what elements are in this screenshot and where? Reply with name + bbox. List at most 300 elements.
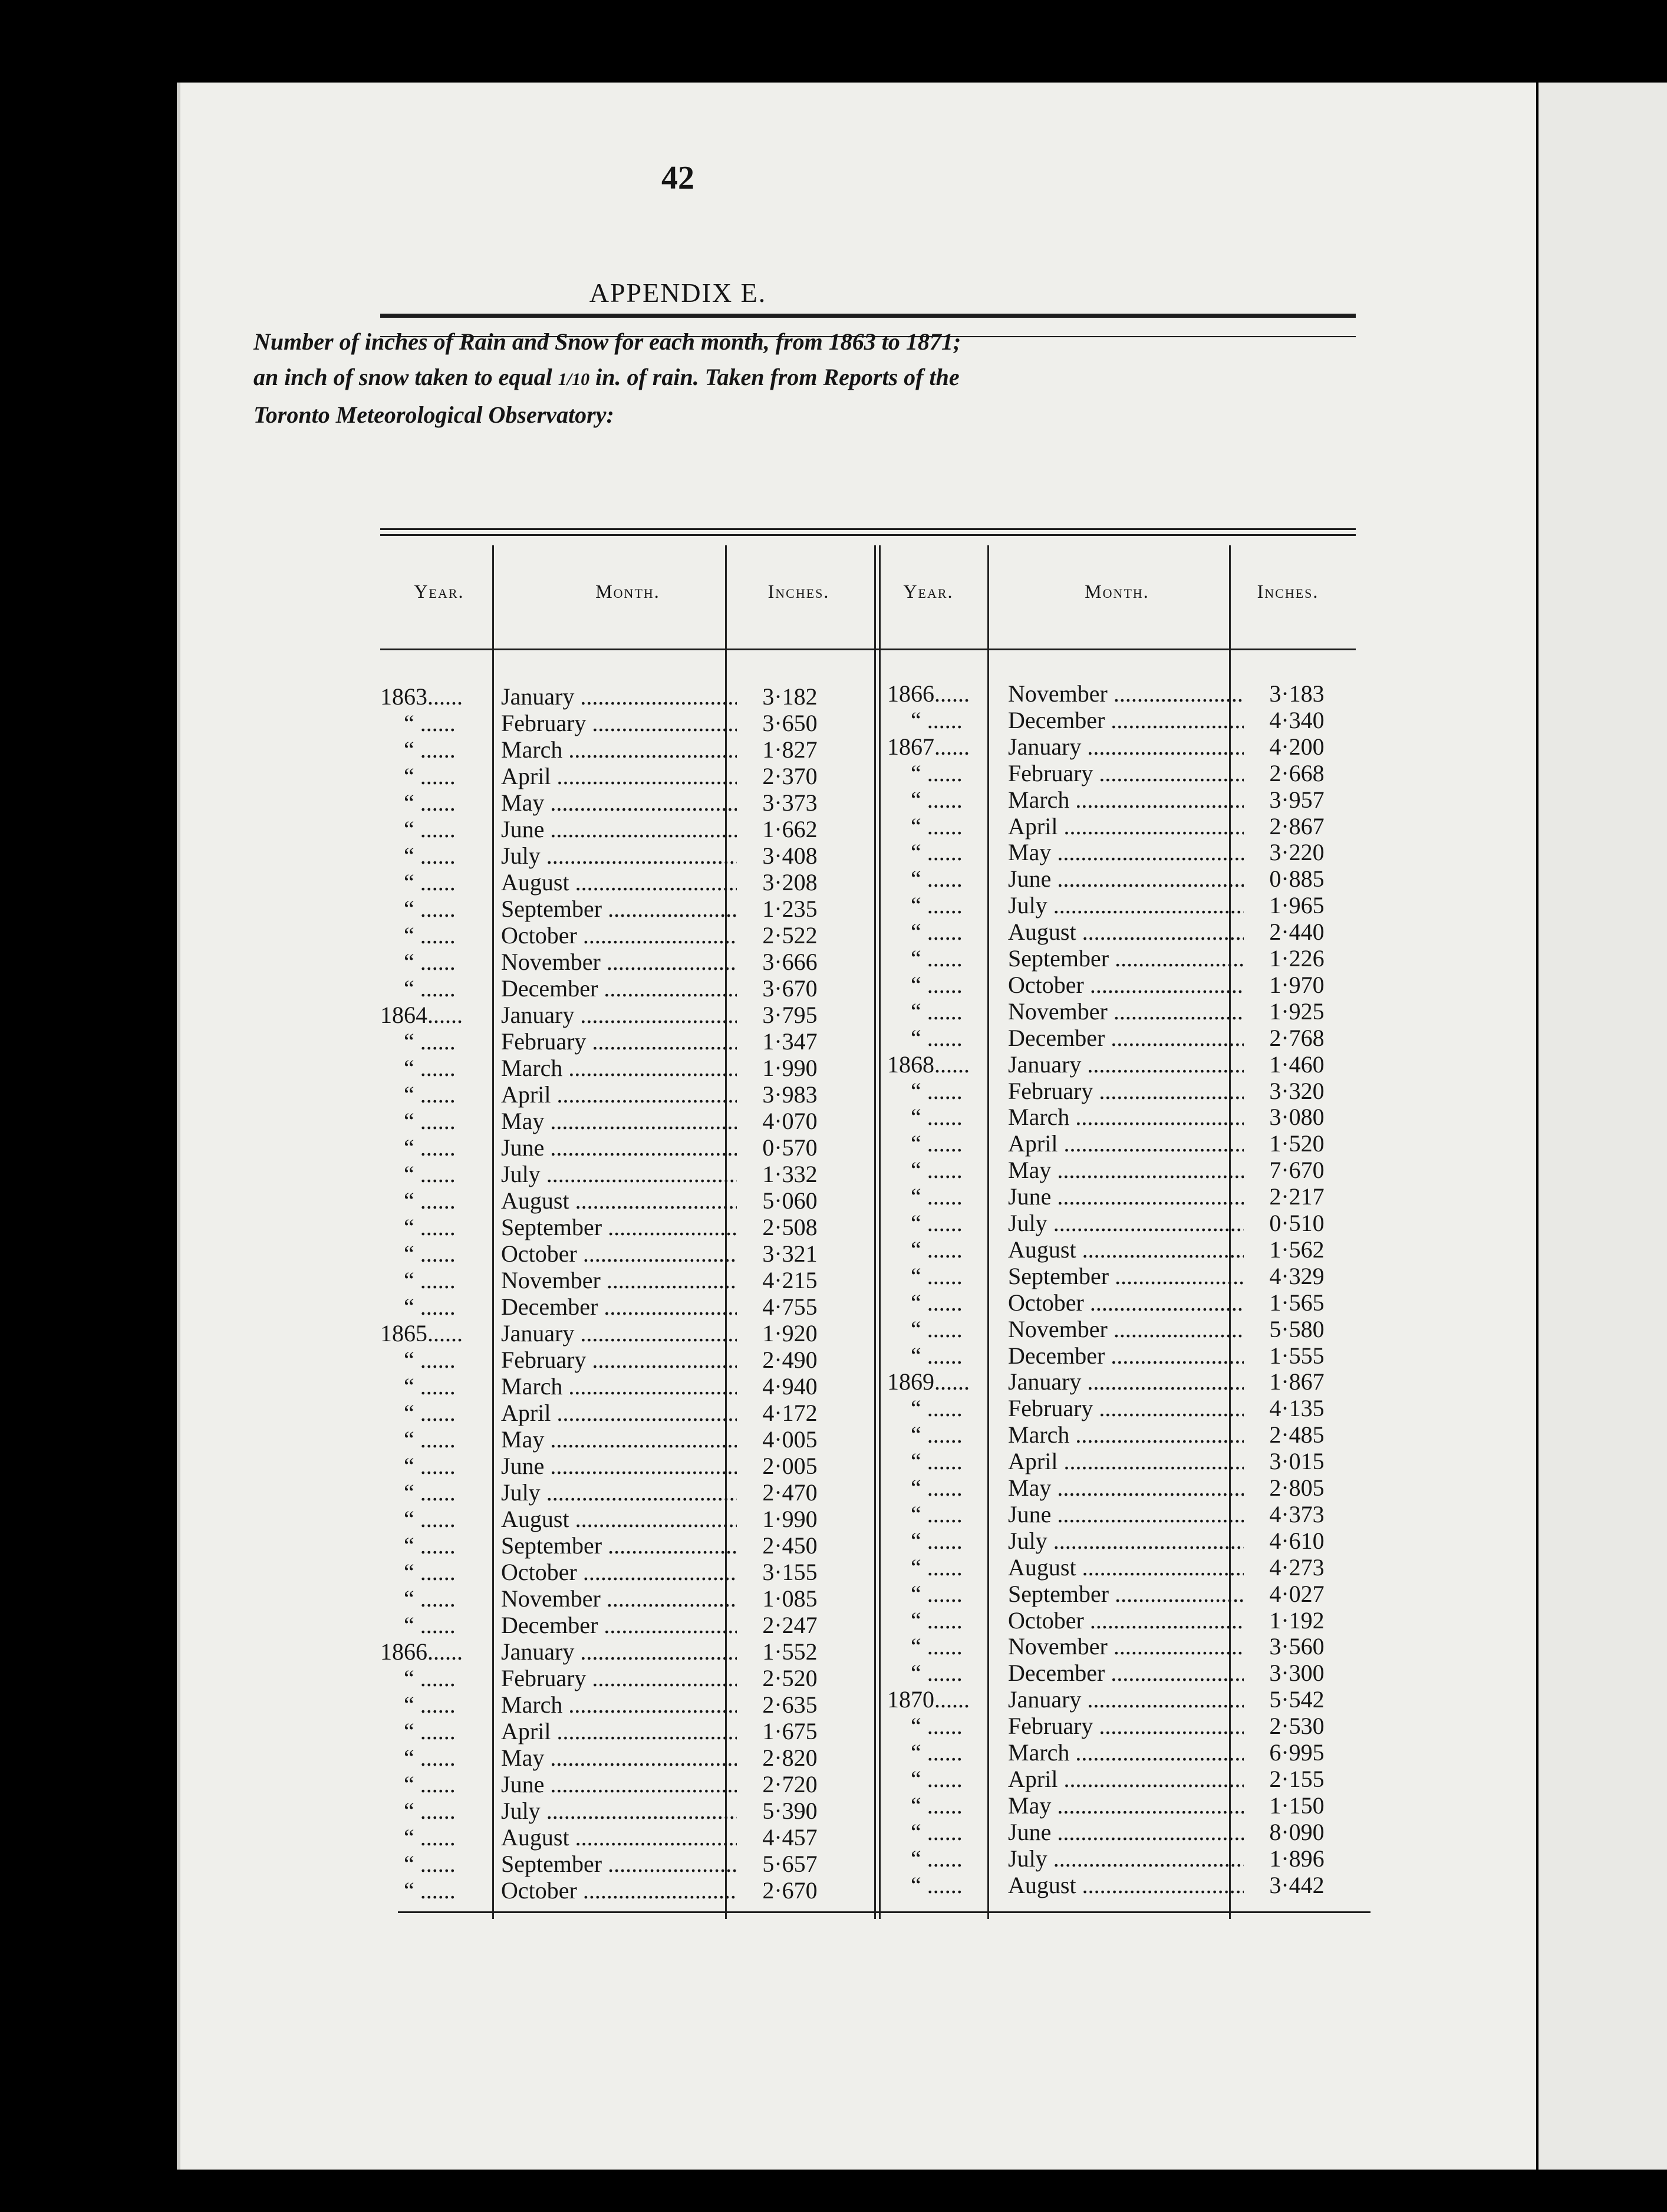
month-cell: May ..... xyxy=(1008,1793,1244,1819)
table-row xyxy=(887,1422,1359,1448)
inches-cell: 2·530 xyxy=(1269,1713,1325,1740)
month-cell: June ..... xyxy=(501,1135,737,1161)
inches-cell: 2·450 xyxy=(762,1532,818,1559)
inches-cell: 4·329 xyxy=(1269,1262,1325,1289)
month-cell: July ..... xyxy=(1008,1210,1244,1236)
header-inches-left: Inches. xyxy=(767,581,830,602)
year-cell: “ ...... xyxy=(911,1765,963,1792)
month-cell: February ..... xyxy=(1008,1078,1244,1104)
inches-cell: 2·370 xyxy=(762,763,818,789)
year-cell: “ ...... xyxy=(911,1024,963,1051)
top-rule-thick xyxy=(380,314,1356,318)
month-cell: November ..... xyxy=(1008,1634,1244,1660)
inches-cell: 1·562 xyxy=(1269,1236,1325,1263)
table-row xyxy=(887,1687,1359,1713)
table-row xyxy=(887,1237,1359,1263)
intro-line-2-end: in. of rain. Taken from Reports of the xyxy=(595,364,960,390)
inches-cell: 4·610 xyxy=(1269,1527,1325,1554)
intro-line-3: Toronto Meteorological Observatory: xyxy=(253,401,614,428)
month-cell: May ..... xyxy=(501,1427,737,1453)
table-row xyxy=(380,1772,852,1798)
year-cell: “ ...... xyxy=(911,892,963,919)
table-row xyxy=(887,1740,1359,1766)
intro-paragraph xyxy=(253,324,1373,433)
inches-cell: 1·565 xyxy=(1269,1289,1325,1316)
year-cell: “ ...... xyxy=(911,865,963,893)
year-cell: “ ...... xyxy=(911,1421,963,1449)
month-cell: May ..... xyxy=(1008,840,1244,865)
month-cell: April ..... xyxy=(1008,1449,1244,1474)
table-row xyxy=(380,1268,852,1293)
month-cell: January ..... xyxy=(501,1002,737,1028)
month-cell: December ..... xyxy=(501,976,737,1002)
month-cell: December ..... xyxy=(501,1612,737,1638)
table-row xyxy=(887,1369,1359,1395)
month-cell: November ..... xyxy=(501,949,737,975)
inches-cell: 2·485 xyxy=(1269,1421,1325,1449)
inches-cell: 4·070 xyxy=(762,1108,818,1134)
table-row xyxy=(380,1347,852,1373)
table-row xyxy=(380,1055,852,1081)
table-row xyxy=(887,893,1359,919)
inches-cell: 1·867 xyxy=(1269,1368,1325,1395)
year-cell: “ ...... xyxy=(404,1453,456,1479)
inches-cell: 3·220 xyxy=(1269,839,1325,866)
table-row xyxy=(380,1586,852,1612)
year-cell: “ ...... xyxy=(911,1580,963,1607)
page-number: 42 xyxy=(661,160,694,196)
inches-cell: 5·060 xyxy=(762,1187,818,1214)
year-cell: “ ...... xyxy=(404,763,456,789)
table-row xyxy=(887,1449,1359,1474)
table-row xyxy=(380,763,852,789)
year-cell: “ ...... xyxy=(404,1744,456,1771)
inches-cell: 2·217 xyxy=(1269,1183,1325,1210)
table-row xyxy=(887,1819,1359,1845)
inches-cell: 3·983 xyxy=(762,1081,818,1108)
month-cell: August ..... xyxy=(1008,1555,1244,1581)
year-cell: 1863...... xyxy=(380,683,463,710)
inches-cell: 5·390 xyxy=(762,1798,818,1824)
inches-cell: 3·015 xyxy=(1269,1448,1325,1475)
inches-cell: 7·670 xyxy=(1269,1157,1325,1184)
month-cell: November ..... xyxy=(501,1268,737,1293)
month-cell: March ..... xyxy=(501,1692,737,1718)
inches-cell: 3·670 xyxy=(762,975,818,1002)
year-cell: “ ...... xyxy=(911,1553,963,1581)
year-cell: “ ...... xyxy=(911,1792,963,1819)
month-cell: April ..... xyxy=(501,1719,737,1744)
table-row xyxy=(380,1453,852,1479)
year-cell: 1870...... xyxy=(887,1686,970,1713)
inches-cell: 2·720 xyxy=(762,1771,818,1798)
inches-cell: 4·273 xyxy=(1269,1553,1325,1581)
inches-cell: 1·555 xyxy=(1269,1342,1325,1369)
year-cell: “ ...... xyxy=(404,1532,456,1559)
year-cell: “ ...... xyxy=(911,759,963,786)
month-cell: June ..... xyxy=(1008,1819,1244,1845)
table-row xyxy=(887,1210,1359,1236)
inches-cell: 2·470 xyxy=(762,1479,818,1506)
month-cell: April ..... xyxy=(501,1400,737,1426)
inches-cell: 4·457 xyxy=(762,1824,818,1851)
year-cell: “ ...... xyxy=(911,1845,963,1872)
table-top-rule-2 xyxy=(380,534,1356,536)
month-cell: October ..... xyxy=(501,923,737,949)
year-cell: “ ...... xyxy=(404,1293,456,1320)
table-row xyxy=(380,737,852,763)
inches-cell: 4·215 xyxy=(762,1267,818,1293)
month-cell: November ..... xyxy=(501,1586,737,1612)
inches-cell: 2·005 xyxy=(762,1453,818,1479)
month-cell: January ..... xyxy=(501,1321,737,1347)
year-cell: “ ...... xyxy=(404,1718,456,1744)
month-cell: March ..... xyxy=(1008,1422,1244,1448)
year-cell: “ ...... xyxy=(911,1183,963,1210)
table-row xyxy=(887,1660,1359,1686)
month-cell: November ..... xyxy=(1008,681,1244,707)
inches-cell: 1·675 xyxy=(762,1718,818,1744)
table-row xyxy=(887,1872,1359,1898)
inches-cell: 2·867 xyxy=(1269,812,1325,840)
inches-cell: 2·247 xyxy=(762,1612,818,1638)
inches-cell: 3·795 xyxy=(762,1002,818,1028)
table-row xyxy=(380,976,852,1002)
month-cell: May ..... xyxy=(501,1108,737,1134)
year-cell: “ ...... xyxy=(404,816,456,842)
table-row xyxy=(380,1719,852,1744)
year-cell: “ ...... xyxy=(404,1055,456,1081)
year-cell: “ ...... xyxy=(911,1474,963,1501)
header-month-right: Month. xyxy=(1085,581,1149,602)
intro-line-1: Number of inches of Rain and Snow for each month, from 1863 to 1871; xyxy=(253,328,961,355)
intro-line-2 xyxy=(253,360,1373,397)
header-year-right: Year. xyxy=(903,581,954,602)
table-row xyxy=(887,1581,1359,1607)
year-cell: “ ...... xyxy=(911,1130,963,1157)
month-cell: June ..... xyxy=(1008,1502,1244,1528)
year-cell: “ ...... xyxy=(404,1187,456,1214)
year-cell: “ ...... xyxy=(404,1771,456,1798)
month-cell: June ..... xyxy=(501,817,737,842)
table-row xyxy=(380,923,852,949)
table-row xyxy=(887,734,1359,760)
inches-cell: 3·408 xyxy=(762,842,818,869)
table-row xyxy=(380,1294,852,1320)
month-cell: February ..... xyxy=(1008,1713,1244,1739)
header-year-left: Year. xyxy=(414,581,464,602)
inches-cell: 3·300 xyxy=(1269,1660,1325,1687)
table-row xyxy=(380,1851,852,1877)
appendix-title: APPENDIX E. xyxy=(589,278,767,308)
table-row xyxy=(887,707,1359,733)
table-row xyxy=(380,1559,852,1585)
month-cell: February ..... xyxy=(1008,1395,1244,1421)
year-cell: “ ...... xyxy=(911,1262,963,1289)
month-cell: February ..... xyxy=(501,1347,737,1373)
year-cell: “ ...... xyxy=(911,1660,963,1687)
facing-page-edge xyxy=(1538,83,1667,2170)
month-cell: October ..... xyxy=(1008,972,1244,998)
year-cell: “ ...... xyxy=(911,1104,963,1131)
year-cell: “ ...... xyxy=(404,842,456,869)
table-row xyxy=(887,1608,1359,1634)
table-row xyxy=(887,840,1359,865)
month-cell: July ..... xyxy=(1008,1528,1244,1554)
table-row xyxy=(887,1131,1359,1157)
month-cell: January ..... xyxy=(1008,1369,1244,1395)
inches-cell: 3·373 xyxy=(762,789,818,816)
month-cell: August ..... xyxy=(501,1825,737,1851)
year-cell: “ ...... xyxy=(404,1506,456,1532)
year-cell: “ ...... xyxy=(404,1108,456,1134)
header-month-left: Month. xyxy=(595,581,660,602)
year-cell: 1866...... xyxy=(380,1638,463,1665)
month-cell: July ..... xyxy=(501,1798,737,1824)
month-cell: August ..... xyxy=(501,1188,737,1214)
table-row xyxy=(887,1025,1359,1051)
inches-cell: 0·510 xyxy=(1269,1210,1325,1236)
table-row xyxy=(887,866,1359,892)
year-cell: “ ...... xyxy=(404,1028,456,1055)
month-cell: November ..... xyxy=(1008,999,1244,1025)
year-cell: “ ...... xyxy=(911,1157,963,1184)
intro-line-2-start: an inch of snow taken to equal xyxy=(253,364,552,390)
month-cell: April ..... xyxy=(1008,814,1244,840)
table-row xyxy=(380,1082,852,1108)
month-cell: February ..... xyxy=(501,710,737,736)
table-row xyxy=(887,1157,1359,1183)
year-cell: “ ...... xyxy=(911,1077,963,1104)
table-row xyxy=(887,1766,1359,1792)
inches-cell: 3·182 xyxy=(762,683,818,710)
year-cell: “ ...... xyxy=(404,789,456,816)
table-row xyxy=(887,814,1359,840)
month-cell: February ..... xyxy=(501,1665,737,1691)
inches-cell: 3·208 xyxy=(762,869,818,896)
month-cell: June ..... xyxy=(1008,866,1244,892)
year-cell: “ ...... xyxy=(404,1161,456,1187)
inches-cell: 2·635 xyxy=(762,1691,818,1718)
year-cell: “ ...... xyxy=(404,1347,456,1373)
inches-cell: 6·995 xyxy=(1269,1739,1325,1766)
year-cell: “ ...... xyxy=(404,1214,456,1240)
inches-cell: 4·940 xyxy=(762,1373,818,1400)
month-cell: May ..... xyxy=(1008,1475,1244,1501)
table-row xyxy=(380,1878,852,1904)
month-cell: May ..... xyxy=(501,790,737,816)
month-cell: September ..... xyxy=(501,1214,737,1240)
inches-cell: 1·925 xyxy=(1269,998,1325,1025)
table-row xyxy=(380,1506,852,1532)
year-cell: “ ...... xyxy=(911,786,963,813)
year-cell: “ ...... xyxy=(911,1395,963,1422)
table-row xyxy=(380,1665,852,1691)
month-cell: October ..... xyxy=(1008,1290,1244,1316)
table-row xyxy=(887,946,1359,972)
inches-cell: 1·896 xyxy=(1269,1845,1325,1872)
month-cell: March ..... xyxy=(501,737,737,763)
month-cell: September ..... xyxy=(1008,1581,1244,1607)
inches-cell: 4·135 xyxy=(1269,1395,1325,1422)
year-cell: “ ...... xyxy=(404,1824,456,1851)
month-cell: July ..... xyxy=(1008,893,1244,919)
inches-cell: 1·552 xyxy=(762,1638,818,1665)
month-cell: December ..... xyxy=(1008,1660,1244,1686)
year-cell: “ ...... xyxy=(404,1798,456,1824)
inches-cell: 5·657 xyxy=(762,1851,818,1877)
year-cell: “ ...... xyxy=(404,1877,456,1904)
inches-cell: 0·570 xyxy=(762,1134,818,1161)
year-cell: “ ...... xyxy=(404,1612,456,1638)
table-row xyxy=(887,972,1359,998)
month-cell: March ..... xyxy=(1008,1104,1244,1130)
year-cell: 1867...... xyxy=(887,733,970,760)
table-row xyxy=(887,1395,1359,1421)
month-cell: January ..... xyxy=(501,684,737,710)
inches-cell: 2·508 xyxy=(762,1214,818,1240)
year-cell: “ ...... xyxy=(911,1315,963,1342)
year-cell: “ ...... xyxy=(404,1267,456,1293)
inches-cell: 3·080 xyxy=(1269,1104,1325,1131)
table-row xyxy=(380,1533,852,1559)
table-row xyxy=(887,1502,1359,1528)
table-row xyxy=(887,1713,1359,1739)
inches-cell: 1·460 xyxy=(1269,1051,1325,1078)
year-cell: “ ...... xyxy=(404,1081,456,1108)
year-cell: “ ...... xyxy=(404,869,456,896)
month-cell: February ..... xyxy=(1008,761,1244,786)
year-cell: “ ...... xyxy=(404,710,456,736)
year-cell: “ ...... xyxy=(911,1527,963,1554)
year-cell: “ ...... xyxy=(911,945,963,972)
year-cell: “ ...... xyxy=(911,1500,963,1528)
inches-cell: 2·668 xyxy=(1269,759,1325,786)
inches-cell: 3·321 xyxy=(762,1240,818,1267)
month-cell: March ..... xyxy=(501,1055,737,1081)
year-cell: 1864...... xyxy=(380,1002,463,1028)
table-row xyxy=(380,843,852,869)
year-cell: “ ...... xyxy=(404,1240,456,1267)
month-cell: June ..... xyxy=(1008,1184,1244,1210)
year-cell: 1866...... xyxy=(887,680,970,707)
month-cell: July ..... xyxy=(501,843,737,869)
inches-cell: 2·522 xyxy=(762,922,818,949)
year-cell: 1865...... xyxy=(380,1320,463,1347)
inches-cell: 0·885 xyxy=(1269,865,1325,893)
month-cell: August ..... xyxy=(1008,1872,1244,1898)
inches-cell: 1·920 xyxy=(762,1320,818,1347)
month-cell: December ..... xyxy=(1008,1025,1244,1051)
year-cell: “ ...... xyxy=(911,1342,963,1369)
inches-cell: 4·005 xyxy=(762,1426,818,1453)
table-row xyxy=(887,761,1359,786)
table-row xyxy=(887,1846,1359,1872)
header-bottom-rule xyxy=(380,649,1356,650)
inches-cell: 3·320 xyxy=(1269,1077,1325,1104)
year-cell: “ ...... xyxy=(911,919,963,946)
year-cell: “ ...... xyxy=(404,1585,456,1612)
month-cell: March ..... xyxy=(1008,787,1244,813)
table-row xyxy=(380,1321,852,1347)
year-cell: “ ...... xyxy=(404,1373,456,1400)
table-row xyxy=(380,1188,852,1214)
table-row xyxy=(887,1263,1359,1289)
inches-cell: 1·662 xyxy=(762,816,818,842)
month-cell: December ..... xyxy=(1008,1343,1244,1369)
month-cell: March ..... xyxy=(1008,1740,1244,1766)
table-row xyxy=(380,817,852,842)
inches-cell: 3·957 xyxy=(1269,786,1325,813)
year-cell: “ ...... xyxy=(404,1400,456,1426)
table-row xyxy=(887,1555,1359,1581)
month-cell: July ..... xyxy=(501,1480,737,1506)
year-cell: “ ...... xyxy=(911,812,963,840)
col-divider-center xyxy=(879,545,881,1919)
month-cell: November ..... xyxy=(1008,1316,1244,1342)
year-cell: “ ...... xyxy=(911,998,963,1025)
table-row xyxy=(887,1634,1359,1660)
table-row xyxy=(380,1161,852,1187)
year-cell: “ ...... xyxy=(911,1210,963,1236)
table-row xyxy=(380,896,852,922)
year-cell: “ ...... xyxy=(911,706,963,733)
year-cell: “ ...... xyxy=(404,975,456,1002)
table-row xyxy=(887,681,1359,707)
month-cell: May ..... xyxy=(501,1745,737,1771)
year-cell: “ ...... xyxy=(911,839,963,866)
inches-cell: 5·580 xyxy=(1269,1315,1325,1342)
table-row xyxy=(380,1745,852,1771)
table-row xyxy=(380,684,852,710)
table-top-rule-1 xyxy=(380,528,1356,530)
year-cell: “ ...... xyxy=(404,1665,456,1691)
month-cell: August ..... xyxy=(501,870,737,896)
month-cell: January ..... xyxy=(1008,1052,1244,1078)
inches-cell: 2·490 xyxy=(762,1347,818,1373)
inches-cell: 1·332 xyxy=(762,1161,818,1187)
inches-cell: 2·805 xyxy=(1269,1474,1325,1501)
inches-cell: 2·670 xyxy=(762,1877,818,1904)
inches-cell: 2·155 xyxy=(1269,1765,1325,1792)
col-divider-center xyxy=(874,545,876,1919)
year-cell: “ ...... xyxy=(911,1713,963,1740)
year-cell: “ ...... xyxy=(911,1739,963,1766)
month-cell: January ..... xyxy=(1008,734,1244,760)
year-cell: “ ...... xyxy=(404,949,456,975)
table-row xyxy=(380,1825,852,1851)
inches-cell: 3·666 xyxy=(762,949,818,975)
table-row xyxy=(887,1528,1359,1554)
year-cell: “ ...... xyxy=(404,896,456,922)
inches-cell: 1·347 xyxy=(762,1028,818,1055)
inches-cell: 2·768 xyxy=(1269,1024,1325,1051)
table-row xyxy=(380,1798,852,1824)
inches-cell: 3·183 xyxy=(1269,680,1325,707)
year-cell: 1868...... xyxy=(887,1051,970,1078)
table-row xyxy=(887,1290,1359,1316)
inches-cell: 3·560 xyxy=(1269,1633,1325,1660)
table-row xyxy=(380,1480,852,1506)
year-cell: “ ...... xyxy=(404,1426,456,1453)
table-row xyxy=(887,1104,1359,1130)
table-row xyxy=(380,710,852,736)
year-cell: “ ...... xyxy=(404,1479,456,1506)
table-row xyxy=(887,1078,1359,1104)
year-cell: “ ...... xyxy=(911,1607,963,1634)
table-row xyxy=(887,787,1359,813)
month-cell: September ..... xyxy=(501,1533,737,1559)
